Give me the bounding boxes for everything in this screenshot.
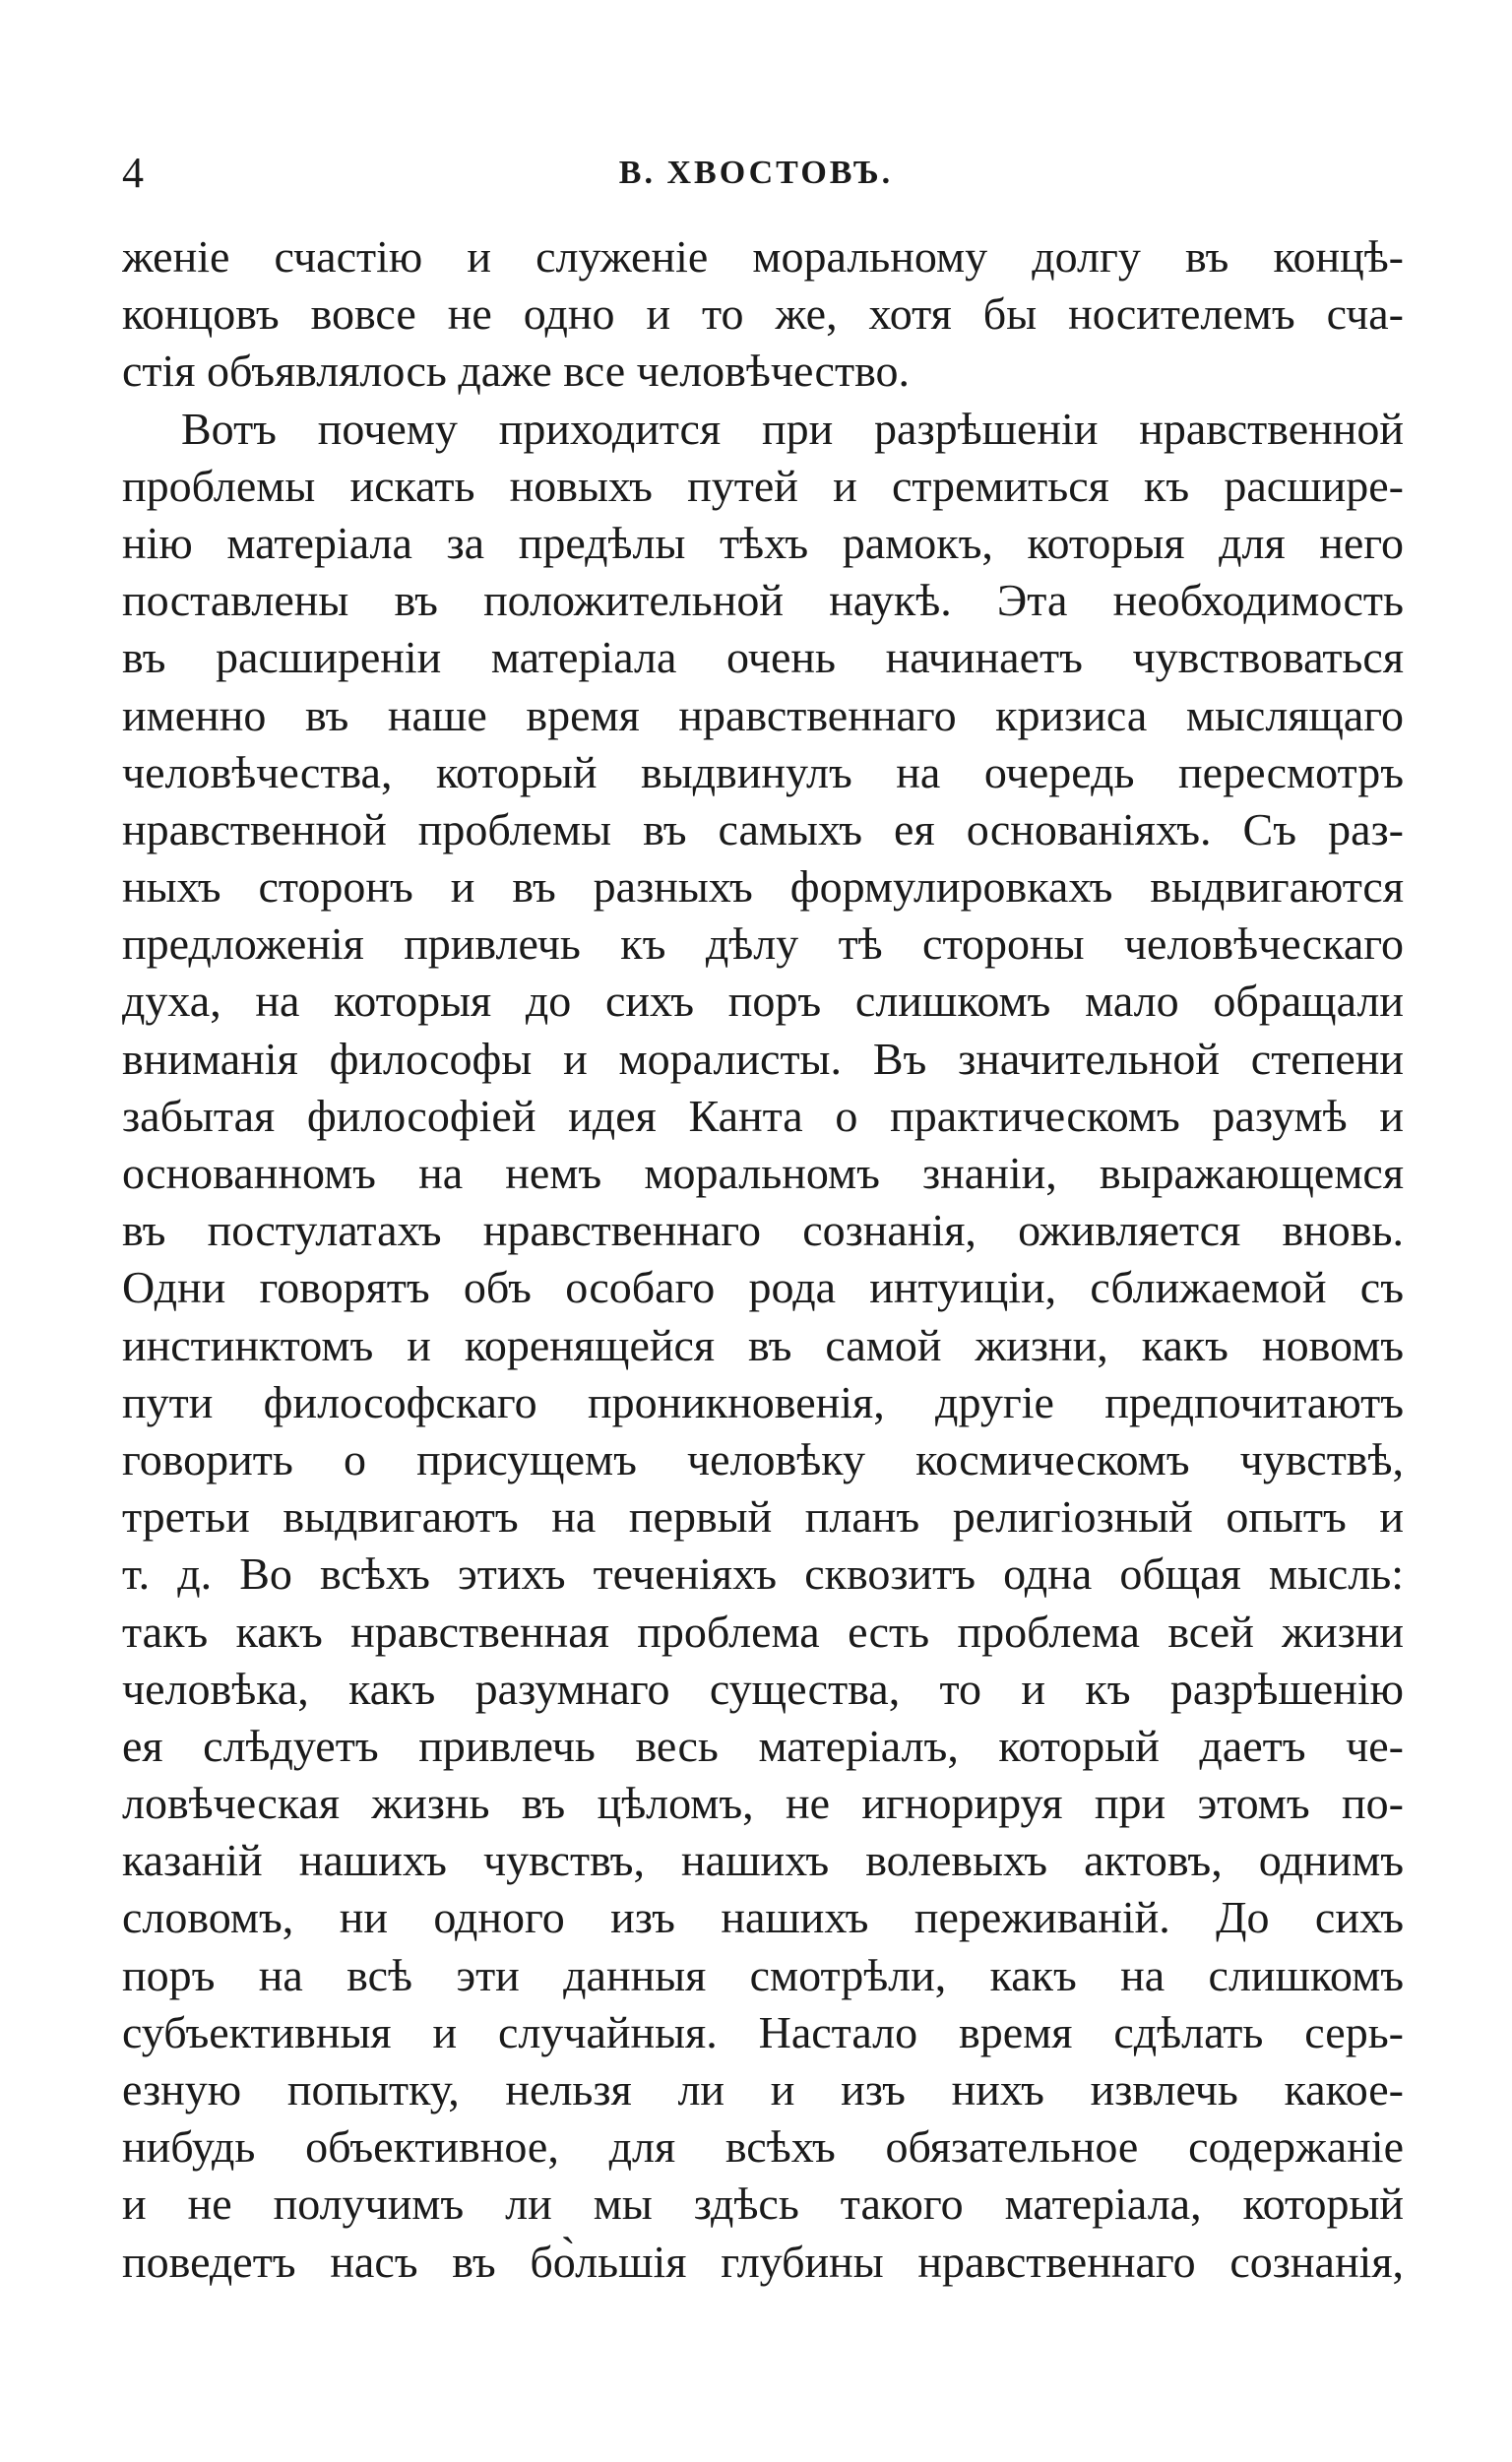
body-text [122,228,1404,2291]
text-line: стія объявлялось даже все человѣчество. [122,346,910,397]
text-line: езную попытку, нельзя ли и изъ нихъ извлечь какое- [122,2064,1404,2115]
running-head: В. ХВОСТОВЪ. [618,155,894,191]
text-line: въ постулатахъ нравственнаго сознанія, оживляется вновь. [122,1205,1404,1256]
text-line: человѣчества, который выдвинулъ на очередь пересмотръ [122,746,1404,797]
text-line: нію матеріала за предѣлы тѣхъ рамокъ, которыя для него [122,517,1404,568]
text-line: говорить о присущемъ человѣку космическомъ чувствѣ, [122,1433,1404,1484]
text-line: въ расширеніи матеріала очень начинаетъ чувствоваться [122,632,1404,683]
text-line: человѣка, какъ разумнаго существа, то и къ разрѣшенію [122,1663,1404,1714]
text-line: поведетъ насъ въ бо̀льшія глубины нравственнаго сознанія, [122,2236,1404,2287]
text-line: Вотъ почему приходится при разрѣшеніи нравственной [181,403,1404,454]
text-line: Одни говорятъ объ особаго рода интуиціи, сближаемой съ [122,1262,1404,1313]
text-line: третьи выдвигаютъ на первый планъ религіозный опытъ и [122,1491,1404,1543]
text-line: словомъ, ни одного изъ нашихъ переживаній. До сихъ [122,1892,1404,1943]
text-line: основанномъ на немъ моральномъ знаніи, выражающемся [122,1148,1404,1198]
text-line: именно въ наше время нравственнаго кризиса мыслящаго [122,689,1404,740]
text-line: концовъ вовсе не одно и то же, хотя бы носителемъ сча- [122,288,1404,340]
text-line: и не получимъ ли мы здѣсь такого матеріала, который [122,2178,1404,2230]
text-line: т. д. Во всѣхъ этихъ теченіяхъ сквозитъ одна общая мысль: [122,1548,1404,1600]
text-line: женіе счастію и служеніе моральному долгу въ концѣ- [122,231,1404,282]
text-line: ея слѣдуетъ привлечь весь матеріалъ, который даетъ че- [122,1720,1404,1771]
text-line: ныхъ сторонъ и въ разныхъ формулировкахъ выдвигаются [122,861,1404,913]
text-line: нравственной проблемы въ самыхъ ея основаніяхъ. Съ раз- [122,803,1404,854]
text-line: казаній нашихъ чувствъ, нашихъ волевыхъ актовъ, однимъ [122,1835,1404,1886]
text-line: поставлены въ положительной наукѣ. Эта необходимость [122,575,1404,626]
text-line: нибудь объективное, для всѣхъ обязательное содержаніе [122,2121,1404,2173]
text-line: пути философскаго проникновенія, другіе предпочитаютъ [122,1376,1404,1427]
text-line: забытая философіей идея Канта о практическомъ разумѣ и [122,1090,1404,1141]
page-number: 4 [122,149,144,197]
text-line: предложенія привлечь къ дѣлу тѣ стороны человѣческаго [122,918,1404,970]
text-line: инстинктомъ и коренящейся въ самой жизни, какъ новомъ [122,1319,1404,1370]
text-line: вниманія философы и моралисты. Въ значительной степени [122,1033,1404,1084]
text-line: поръ на всѣ эти данныя смотрѣли, какъ на слишкомъ [122,1949,1404,2000]
text-line: ловѣческая жизнь въ цѣломъ, не игнорируя при этомъ по- [122,1778,1404,1829]
text-line: такъ какъ нравственная проблема есть проблема всей жизни [122,1606,1404,1657]
text-line: субъективныя и случайныя. Настало время сдѣлать серь- [122,2006,1404,2057]
text-line: духа, на которыя до сихъ поръ слишкомъ мало обращали [122,976,1404,1027]
text-line: проблемы искать новыхъ путей и стремиться къ расшире- [122,460,1404,511]
